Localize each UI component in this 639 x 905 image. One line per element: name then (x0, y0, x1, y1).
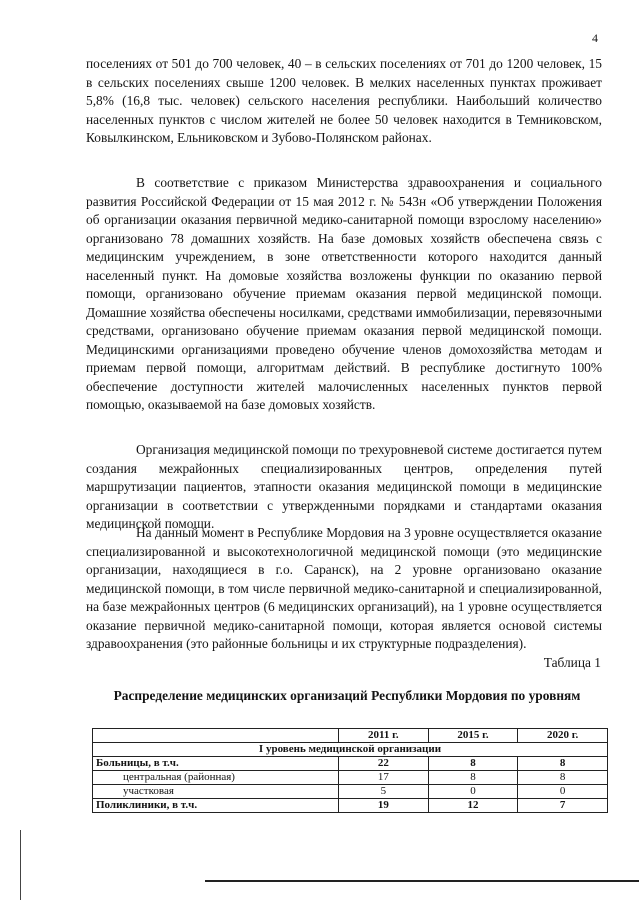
level-row (93, 743, 608, 757)
paragraph-home-households: В соответствие с приказом Министерства здравоохранения и социального развития Российской Федерации от 15 мая 2012 г. № 543н «Об утверждении Положения об организации оказания первичной медико-санитарной помощи взрослому населению» организовано 78 домашних хозяйств. На базе домовых хозяйств обеспечена связь с медицинским учреждением, в зоне ответственности которого находится данный населенный пункт. На домовые хозяйства возложены функции по оказанию первой помощи, организовано обучение приемам оказания первой медицинской помощи. Домашние хозяйства обеспечены носилками, средствами иммобилизации, перевязочными средствами, организовано обучение приемам оказания первой медицинской помощи. Медицинскими организациями проведено обучение членов домохозяйства методам и приемам первой помощи, алгоритмам действий. В республике достигнуто 100% обеспечение доступности жителей малочисленных населенных пунктов первой помощью, оказываемой на базе домовых хозяйств. (86, 175, 602, 412)
scan-margin-line (20, 830, 21, 900)
table-header-row (93, 729, 608, 743)
page-number: 4 (592, 31, 598, 45)
table-row (93, 757, 608, 771)
level-label: I уровень медицинской организации (93, 743, 608, 757)
header-year-2011: 2011 г. (339, 729, 429, 743)
row-label: Больницы, в т.ч. (93, 757, 339, 771)
table-title: Распределение медицинских организаций Республики Мордовия по уровням (113, 688, 581, 703)
table-caption: Таблица 1 (543, 655, 601, 670)
row-label: участковая (93, 785, 339, 799)
table-row (93, 799, 608, 813)
cell-value: 22 (339, 757, 429, 771)
cell-value: 0 (428, 785, 518, 799)
row-label: Поликлиники, в т.ч. (93, 799, 339, 813)
cell-value: 8 (428, 757, 518, 771)
cell-value: 0 (518, 785, 608, 799)
cell-value: 8 (518, 771, 608, 785)
scan-bottom-line (205, 880, 639, 882)
row-label: центральная (районная) (93, 771, 339, 785)
cell-value: 19 (339, 799, 429, 813)
paragraph-settlements: поселениях от 501 до 700 человек, 40 – в сельских поселениях от 701 до 1200 человек, 15 в сельских поселениях свыше 1200 человек. В мелких населенных пунктах проживает 5,8% (16,8 тыс. человек) сельского населения республики. Наибольший количество населенных пунктов с числом жителей не более 50 человек находится в Темниковском, Ковылкинском, Ельниковском и Зубово-Полянском районах. (86, 56, 602, 145)
header-year-2015: 2015 г. (428, 729, 518, 743)
header-blank-cell (93, 729, 339, 743)
header-year-2020: 2020 г. (518, 729, 608, 743)
cell-value: 8 (518, 757, 608, 771)
cell-value: 17 (339, 771, 429, 785)
paragraph-three-level-system: Организация медицинской помощи по трехуровневой системе достигается путем создания межрайонных специализированных центров, определения путей маршрутизации пациентов, этапности оказания медицинской помощи в медицинские организации в соответствии с утвержденными порядками и стандартами оказания медицинской помощи. (86, 442, 602, 531)
cell-value: 7 (518, 799, 608, 813)
cell-value: 5 (339, 785, 429, 799)
distribution-table (92, 728, 608, 813)
cell-value: 12 (428, 799, 518, 813)
paragraph-levels-description: На данный момент в Республике Мордовия на 3 уровне осуществляется оказание специализированной и высокотехнологичной медицинской помощи (это медицинские организации, находящиеся в г.о. Саранск), на 2 уровне организовано оказание медицинской помощи, в том числе первичной медико-санитарной и специализированной, на базе межрайонных центров (6 медицинских организаций), на 1 уровне осуществляется оказание первичной медико-санитарной помощи, которая является основой системы здравоохранения (это районные больницы и их структурные подразделения). (86, 525, 602, 651)
table-row (93, 785, 608, 799)
cell-value: 8 (428, 771, 518, 785)
table-row (93, 771, 608, 785)
